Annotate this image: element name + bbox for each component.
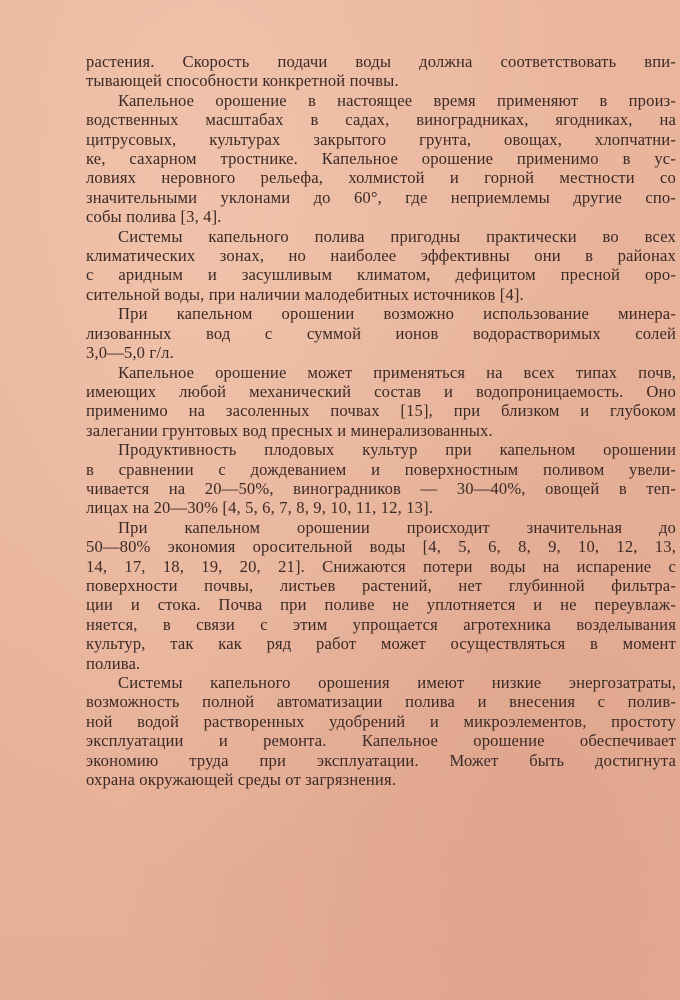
text-line: 14, 17, 18, 19, 20, 21]. Снижаются потери воды на испарение с xyxy=(86,556,676,576)
text-line: ловиях неровного рельефа, холмистой и горной местности со xyxy=(86,168,676,188)
text-line: Системы капельного орошения имеют низкие энергозатраты, xyxy=(118,673,676,692)
text-line: Капельное орошение может применяться на всех типах почв, xyxy=(118,362,676,382)
text-line: собы полива [3, 4]. xyxy=(86,207,222,227)
text-line: 50—80% экономия оросительной воды [4, 5, 6, 8, 9, 10, 12, 13, xyxy=(86,537,676,557)
paragraph xyxy=(86,304,676,362)
paragraph xyxy=(86,52,676,91)
text-line: ной водой растворенных удобрений и микроэлементов, простоту xyxy=(86,711,676,731)
text-line: климатических зонах, но наиболее эффективны они в районах xyxy=(86,246,676,266)
text-line: лицах на 20—30% [4, 5, 6, 7, 8, 9, 10, 11, 12, 13]. xyxy=(86,498,434,518)
text-line: 3,0—5,0 г/л. xyxy=(86,343,174,363)
text-line: имеющих любой механический состав и водопроницаемость. Оно xyxy=(86,381,676,401)
text-line: культур, так как ряд работ может осуществляться в момент xyxy=(86,634,676,654)
text-line: чивается на 20—50%, виноградников — 30—40%, овощей в теп- xyxy=(86,478,676,498)
text-line: эксплуатации и ремонта. Капельное орошение обеспечивает xyxy=(86,731,676,751)
paragraph xyxy=(86,91,676,227)
text-line: тывающей способности конкретной почвы. xyxy=(86,71,399,91)
text-line: няется, в связи с этим упрощается агротехника возделывания xyxy=(86,614,676,634)
text-line: Капельное орошение в настоящее время применяют в произ- xyxy=(118,90,676,110)
text-line: значительными уклонами до 60°, где неприемлемы другие спо- xyxy=(86,187,676,207)
paragraph xyxy=(86,227,676,305)
text-line: залегании грунтовых вод пресных и минерализованных. xyxy=(86,420,493,440)
text-line: в сравнении с дождеванием и поверхностным поливом увели- xyxy=(86,459,676,479)
paragraph xyxy=(86,518,676,673)
text-line: ции и стока. Почва при поливе не уплотняется и не переувлаж- xyxy=(86,595,676,615)
text-line: с аридным и засушливым климатом, дефицитом пресной оро- xyxy=(86,265,676,285)
text-line: экономию труда при эксплуатации. Может быть достигнута xyxy=(86,750,676,770)
text-line: сительной воды, при наличии малодебитных источников [4]. xyxy=(86,284,524,304)
paragraph xyxy=(86,440,676,518)
text-line: ке, сахарном тростнике. Капельное орошение применимо в ус- xyxy=(86,149,676,169)
text-line: поверхности почвы, листьев растений, нет глубинной фильтра- xyxy=(86,575,676,595)
text-line: возможность полной автоматизации полива и внесения с полив- xyxy=(86,692,676,712)
paragraph xyxy=(86,673,676,789)
text-line: лизованных вод с суммой ионов водорастворимых солей xyxy=(86,323,676,343)
text-line: При капельном орошении происходит значительная до xyxy=(118,517,676,537)
text-line: водственных масштабах в садах, виноградниках, ягодниках, на xyxy=(86,110,676,130)
text-line: цитрусовых, культурах закрытого грунта, овощах, хлопчатни- xyxy=(86,129,676,149)
text-line: применимо на засоленных почвах [15], при близком и глубоком xyxy=(86,401,676,421)
paragraph xyxy=(86,363,676,441)
text-line: Продуктивность плодовых культур при капельном орошении xyxy=(118,440,676,460)
text-line: Системы капельного полива пригодны практически во всех xyxy=(118,226,676,246)
page-text xyxy=(86,52,676,789)
text-line: При капельном орошении возможно использование минера- xyxy=(118,304,676,324)
text-line: полива. xyxy=(86,653,141,673)
text-line: охрана окружающей среды от загрязнения. xyxy=(86,770,397,790)
text-line: растения. Скорость подачи воды должна соответствовать впи- xyxy=(86,52,676,71)
